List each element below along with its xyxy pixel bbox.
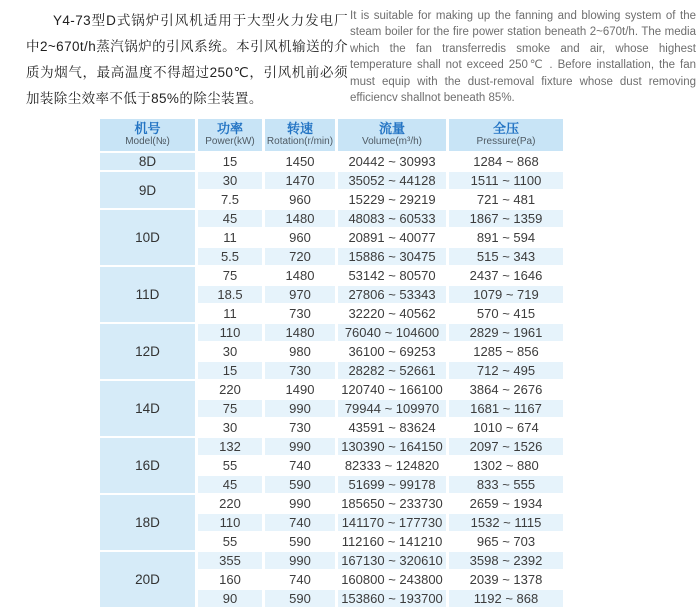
rotation-cell: 590 (265, 476, 335, 493)
pressure-cell: 833 ~ 555 (449, 476, 563, 493)
model-cell: 12D (100, 324, 195, 379)
pressure-cell: 1681 ~ 1167 (449, 400, 563, 417)
rotation-cell: 1480 (265, 324, 335, 341)
rotation-cell: 590 (265, 533, 335, 550)
header-volume-en: Volume(m³/h) (361, 136, 422, 147)
header-model (100, 119, 195, 151)
rotation-cell: 740 (265, 514, 335, 531)
power-cell: 75 (198, 267, 262, 284)
pressure-cell: 1511 ~ 1100 (449, 172, 563, 189)
power-cell: 75 (198, 400, 262, 417)
rotation-cell: 990 (265, 438, 335, 455)
rotation-cell: 720 (265, 248, 335, 265)
volume-cell: 160800 ~ 243800 (338, 571, 446, 588)
pressure-cell: 1532 ~ 1115 (449, 514, 563, 531)
volume-cell: 32220 ~ 40562 (338, 305, 446, 322)
rotation-cell: 590 (265, 590, 335, 607)
volume-cell: 20891 ~ 40077 (338, 229, 446, 246)
table-row (100, 381, 563, 398)
header-pressure (449, 119, 563, 151)
pressure-cell: 1285 ~ 856 (449, 343, 563, 360)
power-cell: 45 (198, 476, 262, 493)
pressure-cell: 3864 ~ 2676 (449, 381, 563, 398)
rotation-cell: 730 (265, 419, 335, 436)
power-cell: 90 (198, 590, 262, 607)
rotation-cell: 960 (265, 191, 335, 208)
power-cell: 18.5 (198, 286, 262, 303)
header-rotation (265, 119, 335, 151)
intro-section (0, 0, 700, 112)
table-row (100, 324, 563, 341)
spec-table (97, 117, 566, 609)
volume-cell: 167130 ~ 320610 (338, 552, 446, 569)
volume-cell: 82333 ~ 124820 (338, 457, 446, 474)
power-cell: 55 (198, 533, 262, 550)
spec-table-head (100, 119, 563, 151)
pressure-cell: 2097 ~ 1526 (449, 438, 563, 455)
pressure-cell: 3598 ~ 2392 (449, 552, 563, 569)
rotation-cell: 1470 (265, 172, 335, 189)
rotation-cell: 1490 (265, 381, 335, 398)
header-rotation-cn: 转速 (286, 121, 313, 136)
rotation-cell: 730 (265, 305, 335, 322)
power-cell: 355 (198, 552, 262, 569)
pressure-cell: 2829 ~ 1961 (449, 324, 563, 341)
model-cell: 14D (100, 381, 195, 436)
volume-cell: 153860 ~ 193700 (338, 590, 446, 607)
header-pressure-en: Pressure(Pa) (476, 136, 536, 147)
model-cell: 11D (100, 267, 195, 322)
volume-cell: 141170 ~ 177730 (338, 514, 446, 531)
pressure-cell: 2437 ~ 1646 (449, 267, 563, 284)
header-volume-cn: 流量 (378, 121, 405, 136)
table-row (100, 172, 563, 189)
rotation-cell: 1480 (265, 267, 335, 284)
power-cell: 45 (198, 210, 262, 227)
power-cell: 11 (198, 305, 262, 322)
table-row (100, 210, 563, 227)
pressure-cell: 1302 ~ 880 (449, 457, 563, 474)
model-cell: 18D (100, 495, 195, 550)
pressure-cell: 721 ~ 481 (449, 191, 563, 208)
header-model-cn: 机号 (134, 121, 161, 136)
volume-cell: 120740 ~ 166100 (338, 381, 446, 398)
power-cell: 7.5 (198, 191, 262, 208)
power-cell: 55 (198, 457, 262, 474)
rotation-cell: 730 (265, 362, 335, 379)
volume-cell: 20442 ~ 30993 (338, 153, 446, 170)
power-cell: 220 (198, 381, 262, 398)
intro-english-paragraph: It is suitable for making up the fanning and blowing system of the steam boiler for the fire power station beneath 2~670t/h. The media which the fan transferredis smoke and air, whose highest temperature shall not exceed 250℃ . Before installation, the fan must equip with the dust-removal fixture whose dust removing efficiencv shallnot beneath 85%. (350, 10, 696, 105)
header-model-en: Model(№) (125, 136, 170, 147)
volume-cell: 130390 ~ 164150 (338, 438, 446, 455)
model-cell: 20D (100, 552, 195, 607)
volume-cell: 53142 ~ 80570 (338, 267, 446, 284)
pressure-cell: 1867 ~ 1359 (449, 210, 563, 227)
volume-cell: 51699 ~ 99178 (338, 476, 446, 493)
volume-cell: 185650 ~ 233730 (338, 495, 446, 512)
table-row (100, 267, 563, 284)
table-row (100, 495, 563, 512)
rotation-cell: 1480 (265, 210, 335, 227)
volume-cell: 15229 ~ 29219 (338, 191, 446, 208)
volume-cell: 43591 ~ 83624 (338, 419, 446, 436)
pressure-cell: 965 ~ 703 (449, 533, 563, 550)
pressure-cell: 2039 ~ 1378 (449, 571, 563, 588)
model-cell: 8D (100, 153, 195, 170)
volume-cell: 28282 ~ 52661 (338, 362, 446, 379)
model-cell: 16D (100, 438, 195, 493)
model-cell: 10D (100, 210, 195, 265)
rotation-cell: 960 (265, 229, 335, 246)
table-row (100, 438, 563, 455)
power-cell: 30 (198, 419, 262, 436)
volume-cell: 112160 ~ 141210 (338, 533, 446, 550)
rotation-cell: 1450 (265, 153, 335, 170)
power-cell: 220 (198, 495, 262, 512)
volume-cell: 27806 ~ 53343 (338, 286, 446, 303)
power-cell: 15 (198, 153, 262, 170)
pressure-cell: 1079 ~ 719 (449, 286, 563, 303)
pressure-cell: 2659 ~ 1934 (449, 495, 563, 512)
header-row (100, 119, 563, 151)
rotation-cell: 740 (265, 457, 335, 474)
power-cell: 132 (198, 438, 262, 455)
pressure-cell: 712 ~ 495 (449, 362, 563, 379)
header-power-en: Power(kW) (205, 136, 255, 147)
rotation-cell: 970 (265, 286, 335, 303)
pressure-cell: 515 ~ 343 (449, 248, 563, 265)
pressure-cell: 891 ~ 594 (449, 229, 563, 246)
power-cell: 110 (198, 514, 262, 531)
volume-cell: 79944 ~ 109970 (338, 400, 446, 417)
volume-cell: 48083 ~ 60533 (338, 210, 446, 227)
pressure-cell: 570 ~ 415 (449, 305, 563, 322)
table-row (100, 552, 563, 569)
pressure-cell: 1284 ~ 868 (449, 153, 563, 170)
pressure-cell: 1010 ~ 674 (449, 419, 563, 436)
model-cell: 9D (100, 172, 195, 208)
power-cell: 160 (198, 571, 262, 588)
header-power-cn: 功率 (216, 121, 243, 136)
power-cell: 11 (198, 229, 262, 246)
header-rotation-en: Rotation(r/min) (266, 136, 334, 147)
volume-cell: 35052 ~ 44128 (338, 172, 446, 189)
power-cell: 5.5 (198, 248, 262, 265)
power-cell: 15 (198, 362, 262, 379)
rotation-cell: 990 (265, 552, 335, 569)
intro-chinese-paragraph: Y4-73型D式锅炉引风机适用于大型火力发电厂中2~670t/h蒸汽锅炉的引风系统。本引风机输送的介质为烟气，最高温度不得超过250℃，引风机前必须加装除尘效率不低于85%的除尘装置。 (26, 13, 348, 106)
header-power (198, 119, 262, 151)
power-cell: 30 (198, 343, 262, 360)
volume-cell: 76040 ~ 104600 (338, 324, 446, 341)
rotation-cell: 740 (265, 571, 335, 588)
table-row (100, 153, 563, 170)
volume-cell: 15886 ~ 30475 (338, 248, 446, 265)
rotation-cell: 990 (265, 495, 335, 512)
power-cell: 30 (198, 172, 262, 189)
spec-table-body (100, 153, 563, 607)
rotation-cell: 980 (265, 343, 335, 360)
pressure-cell: 1192 ~ 868 (449, 590, 563, 607)
power-cell: 110 (198, 324, 262, 341)
header-pressure-cn: 全压 (492, 121, 519, 136)
header-volume (338, 119, 446, 151)
rotation-cell: 990 (265, 400, 335, 417)
volume-cell: 36100 ~ 69253 (338, 343, 446, 360)
